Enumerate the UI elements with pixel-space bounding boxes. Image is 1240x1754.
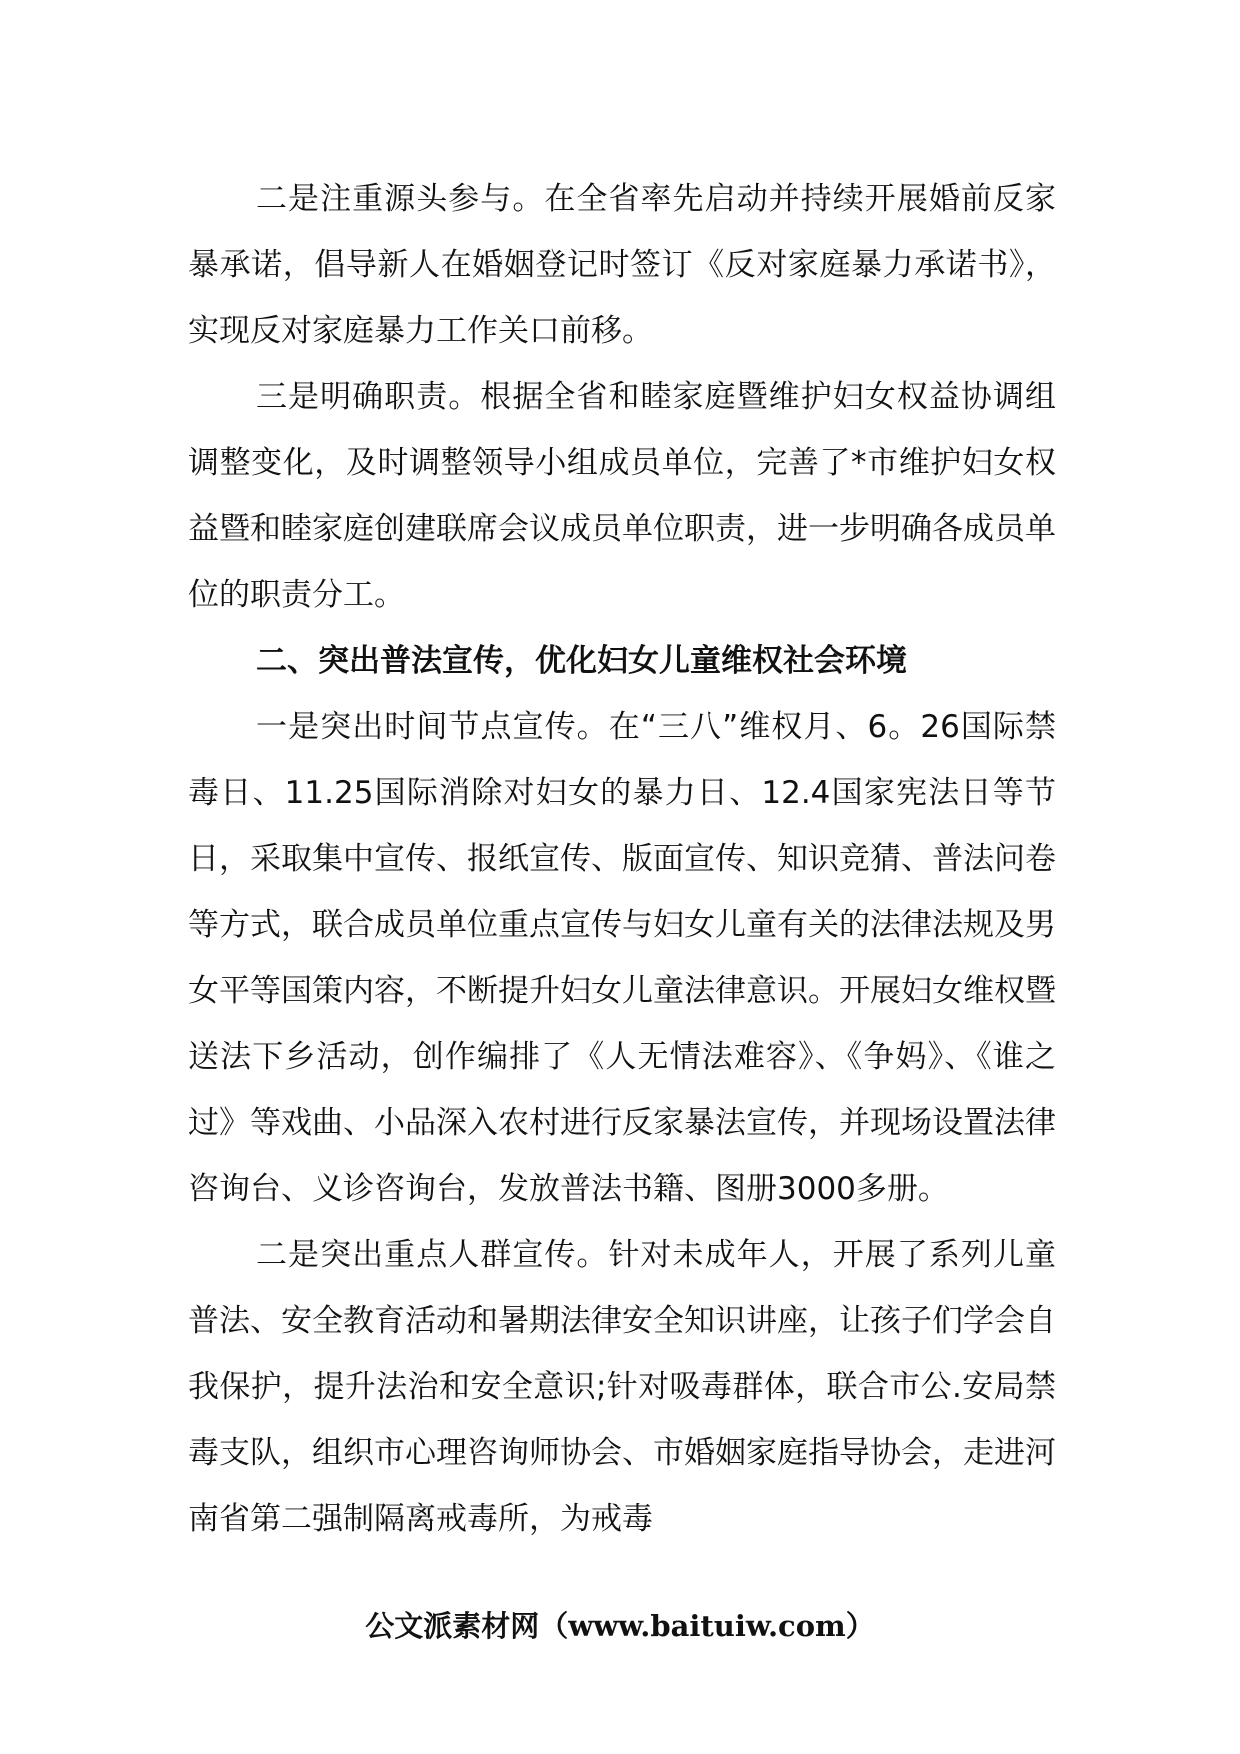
- document-body: [188, 166, 1056, 1552]
- paragraph-time-node-publicity: 一是突出时间节点宣传。在“三八”维权月、6。26国际禁毒日、11.25国际消除对妇女的暴力日、12.4国家宪法日等节日，采取集中宣传、报纸宣传、版面宣传、知识竞猜、普法问卷等方式，联合成员单位重点宣传与妇女儿童有关的法律法规及男女平等国策内容，不断提升妇女儿童法律意识。开展妇女维权暨送法下乡活动，创作编排了《人无情法难容》、《争妈》、《谁之过》等戏曲、小品深入农村进行反家暴法宣传，并现场设置法律咨询台、义诊咨询台，发放普法书籍、图册3000多册。: [188, 709, 1056, 1207]
- section-heading: 二、突出普法宣传，优化妇女儿童维权社会环境: [256, 643, 907, 679]
- paragraph-key-groups-publicity: 二是突出重点人群宣传。针对未成年人，开展了系列儿童普法、安全教育活动和暑期法律安全知识讲座，让孩子们学会自我保护，提升法治和安全意识;针对吸毒群体，联合市公.安局禁毒支队，组织市心理咨询师协会、市婚姻家庭指导协会，走进河南省第二强制隔离戒毒所，为戒毒: [188, 1237, 1056, 1537]
- paragraph-clarify-duties: 三是明确职责。根据全省和睦家庭暨维护妇女权益协调组调整变化，及时调整领导小组成员单位，完善了*市维护妇女权益暨和睦家庭创建联席会议成员单位职责，进一步明确各成员单位的职责分工。: [188, 379, 1056, 613]
- footer-watermark: 公文派素材网（www.baituiw.com）: [365, 1609, 875, 1643]
- paragraph-source-participation: 二是注重源头参与。在全省率先启动并持续开展婚前反家暴承诺，倡导新人在婚姻登记时签订《反对家庭暴力承诺书》，实现反对家庭暴力工作关口前移。: [188, 181, 1056, 349]
